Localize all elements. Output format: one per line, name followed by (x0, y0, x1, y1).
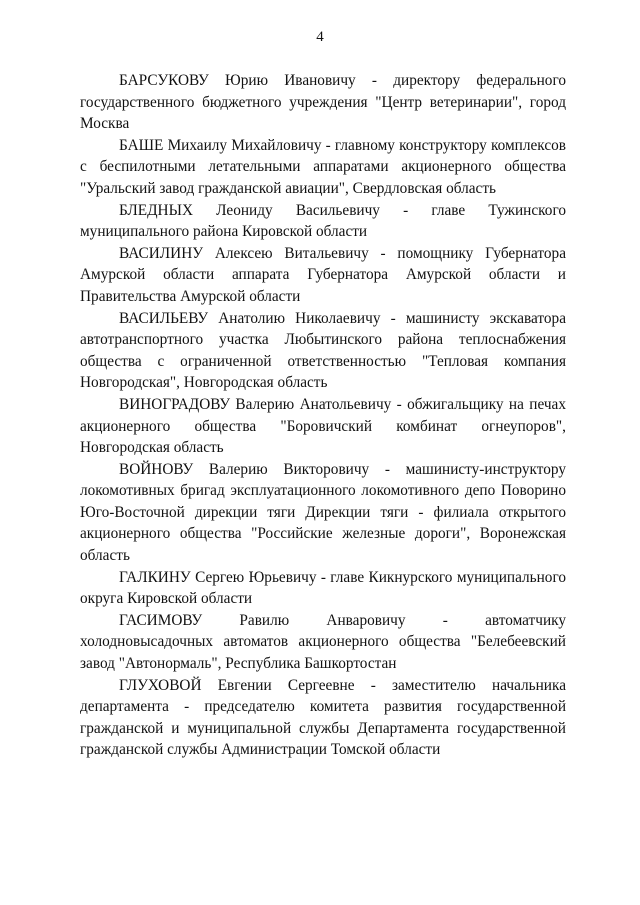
list-item: ГАЛКИНУ Сергею Юрьевичу - главе Кикнурского муниципального округа Кировской области (80, 568, 566, 608)
list-item: ВИНОГРАДОВУ Валерию Анатольевичу - обжигальщику на печах акционерного общества "Боровичский комбинат огнеупоров", Новгородская область (80, 395, 566, 457)
list-item: ВАСИЛЬЕВУ Анатолию Николаевичу - машинисту экскаватора автотранспортного участка Любытинского района теплоснабжения общества с ограниченной ответственностью "Тепловая компания Новгородская", Новгородская область (80, 309, 566, 392)
list-item: ГЛУХОВОЙ Евгении Сергеевне - заместителю начальника департамента - председателю комитета развития государственной гражданской и муниципальной службы Департамента государственной гражданской службы Администрации Томской области (80, 676, 566, 759)
award-list (80, 70, 566, 761)
list-item: БЛЕДНЫХ Леониду Васильевичу - главе Тужинского муниципального района Кировской области (80, 201, 566, 241)
list-item: ВАСИЛИНУ Алексею Витальевичу - помощнику Губернатора Амурской области аппарата Губернатора Амурской области и Правительства Амурской области (80, 244, 566, 305)
list-item: ГАСИМОВУ Равилю Анваровичу - автоматчику холодновысадочных автоматов акционерного общества "Белебеевский завод "Автонормаль", Республика Башкортостан (80, 611, 566, 673)
list-item: БАРСУКОВУ Юрию Ивановичу - директору федерального государственного бюджетного учреждения "Центр ветеринарии", город Москва (80, 72, 566, 133)
page-number: 4 (316, 29, 324, 45)
list-item: БАШЕ Михаилу Михайловичу - главному конструктору комплексов с беспилотными летательными аппаратами акционерного общества "Уральский завод гражданской авиации", Свердловская область (80, 136, 566, 197)
list-item: ВОЙНОВУ Валерию Викторовичу - машинисту-инструктору локомотивных бригад эксплуатационного локомотивного депо Поворино Юго-Восточной дирекции тяги Дирекции тяги - филиала открытого акционерного общества "Российские железные дороги", Воронежская область (80, 460, 566, 565)
